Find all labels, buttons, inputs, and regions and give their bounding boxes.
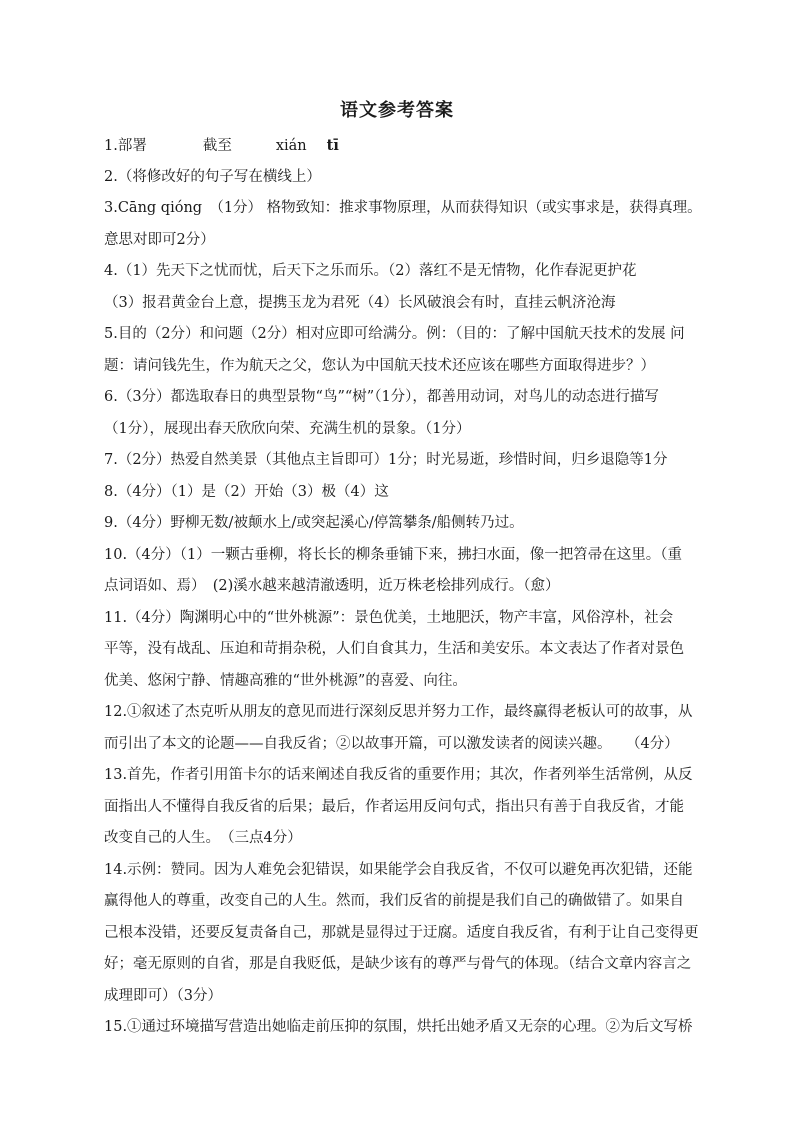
answer-line: 2.（将修改好的句子写在横线上） — [104, 168, 321, 185]
answer-line: 而引出了本文的论题——自我反省；②以故事开篇，可以激发读者的阅读兴趣。 （4分） — [104, 735, 679, 752]
answer-line: 6.（3分）都选取春日的典型景物“鸟”“树”（1分），都善用动词，对鸟儿的动态进行描写 — [104, 389, 659, 405]
answer-line: 点词语如、焉） (2)溪水越来越清澈透明，近万株老桧排列成行。（愈） — [104, 578, 560, 594]
answer-line: 12.①叙述了杰克听从朋友的意见而进行深刻反思并努力工作，最终赢得老板认可的故事，从 — [104, 704, 693, 720]
answer-line: 优美、悠闲宁静、情趣高雅的“世外桃源”的喜爱、向往。 — [104, 672, 467, 689]
answer-line: 13.首先，作者引用笛卡尔的话来阐述自我反省的重要作用；其次，作者列举生活常例，从反 — [104, 767, 693, 783]
q1-number: 1. — [104, 138, 118, 154]
answer-line: 4.（1）先天下之忧而忧，后天下之乐而乐。（2）落红不是无情物，化作春泥更护花 — [104, 263, 637, 279]
q1-answer-2: 截至 — [202, 138, 232, 154]
answer-line: 3.Cāng qióng （1分） 格物致知：推求事物原理，从而获得知识（或实事求是，获得真理。 — [104, 200, 702, 216]
document-title: 语文参考答案 — [340, 100, 454, 121]
answer-line: 10.（4分）（1）一颗古垂柳，将长长的柳条垂铺下来，拂扫水面，像一把笤帚在这里。（重 — [104, 546, 683, 563]
answer-line: 11.（4分）陶渊明心中的“世外桃源”：景色优美，土地肥沃，物产丰富，风俗淳朴，社会 — [104, 609, 674, 626]
answer-line: 平等，没有战乱、压迫和苛捐杂税，人们自食其力，生活和美安乐。本文表达了作者对景色 — [104, 641, 684, 657]
answer-line: 面指出人不懂得自我反省的后果；最后，作者运用反问句式，指出只有善于自我反省，才能 — [104, 798, 684, 815]
answer-line: 题：请问钱先生，作为航天之父，您认为中国航天技术还应该在哪些方面取得进步？） — [104, 357, 655, 374]
q1-answer-3: xián — [275, 138, 307, 154]
answer-line: 9.（4分）野柳无数/被颠水上/或突起溪心/停篙攀条/船侧转乃过。 — [104, 515, 524, 531]
answer-line: 赢得他人的尊重，改变自己的人生。然而，我们反省的前提是我们自己的确做错了。如果自 — [104, 893, 684, 909]
answer-line: 15.①通过环境描写营造出她临走前压抑的氛围，烘托出她矛盾又无奈的心理。②为后文写桥 — [104, 1019, 693, 1035]
answer-line-1 — [104, 130, 722, 162]
q1-answer-4: tī — [326, 137, 339, 154]
answer-line: （1分），展现出春天欣欣向荣、充满生机的景象。（1分） — [104, 420, 471, 437]
answer-line: 5.目的（2分）和问题（2分）相对应即可给满分。例：（目的：了解中国航天技术的发展 问 — [104, 326, 685, 342]
answer-line: 改变自己的人生。 （三点4分） — [104, 830, 302, 846]
answer-line: 意思对即可2分） — [104, 231, 215, 248]
answer-line: 7.（2分）热爱自然美景（其他点主旨即可）1分；时光易逝，珍惜时间，归乡退隐等1分 — [104, 452, 668, 468]
answer-line: 14.示例：赞同。因为人难免会犯错误，如果能学会自我反省，不仅可以避免再次犯错，还能 — [104, 861, 693, 878]
answer-content — [104, 130, 722, 1044]
answer-line: 8.（4分）（1）是（2）开始（3）极（4）这 — [104, 483, 389, 500]
answer-line: 成理即可）（3分） — [104, 987, 222, 1004]
answer-line: 己根本没错，还要反复责备自己，那就是显得过于迂腐。适度自我反省，有利于让自己变得更 — [104, 924, 699, 941]
answer-line: （3）报君黄金台上意，提携玉龙为君死（4）长风破浪会有时，直挂云帆济沧海 — [104, 294, 616, 311]
q1-answer-1: 部署 — [117, 138, 147, 154]
answer-line: 好；毫无原则的自省，那是自我贬低，是缺少该有的尊严与骨气的体现。（结合文章内容言之 — [104, 956, 692, 972]
